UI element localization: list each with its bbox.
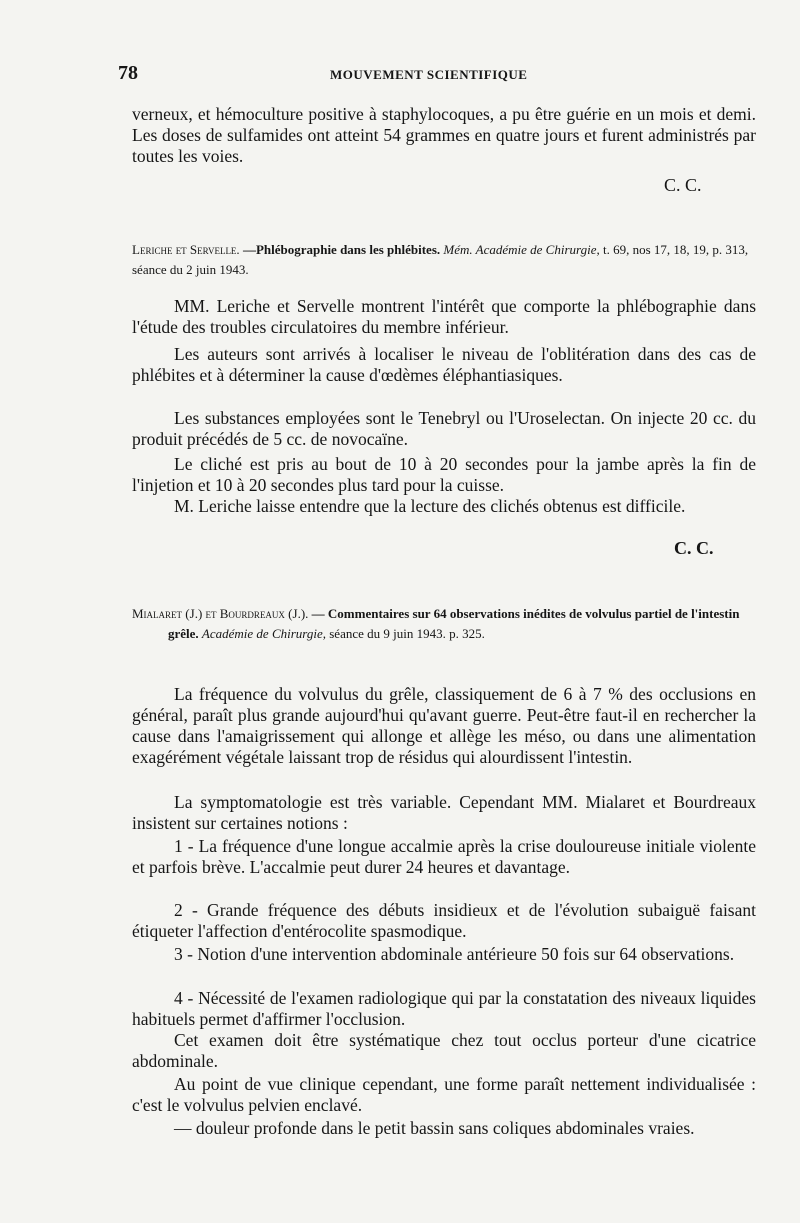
article-paragraph: M. Leriche laisse entendre que la lecture des clichés obtenus est difficile. — [174, 496, 686, 516]
article-paragraph: La fréquence du volvulus du grêle, classiquement de 6 à 7 % des occlusions en général, paraît plus grande aujourd'hui qu'avant guerre. Peut-être faut-il en rechercher la cause dans l'amaigrissement qui allonge et allège les méso, ou dans une alimentation exagérément végétale laissant trop de résidus qui alourdissent l'intestin. — [132, 684, 756, 767]
article-paragraph: Au point de vue clinique cependant, une forme paraît nettement individualisée : c'est le volvulus pelvien enclavé. — [132, 1074, 756, 1115]
article-reference — [132, 604, 762, 644]
article-authors: Leriche et Servelle. — [132, 242, 240, 257]
article-paragraph: Le cliché est pris au bout de 10 à 20 secondes pour la jambe après la fin de l'injetion et 10 à 20 secondes plus tard pour la cuisse. — [132, 454, 756, 495]
article-title: — Commentaires sur 64 observations inédites de volvulus partiel de l'intestin grêle. — [168, 606, 740, 641]
list-item: 2 - Grande fréquence des débuts insidieux et de l'évolution subaiguë faisant étiqueter l'affection d'entérocolite spasmodique. — [132, 900, 756, 941]
list-item: 1 - La fréquence d'une longue accalmie après la crise douloureuse initiale violente et parfois brève. L'accalmie peut durer 24 heures et davantage. — [132, 836, 756, 877]
article-journal: Académie de Chirurgie, — [201, 626, 326, 641]
article-title: —Phlébographie dans les phlébites. — [242, 242, 441, 257]
article-paragraph: Les substances employées sont le Tenebryl ou l'Uroselectan. On injecte 20 cc. du produit précédés de 5 cc. de novocaïne. — [132, 408, 756, 449]
article-paragraph: Cet examen doit être systématique chez tout occlus porteur d'une cicatrice abdominale. — [132, 1030, 756, 1071]
continuation-paragraph: verneux, et hémoculture positive à staphylocoques, a pu être guérie en un mois et demi. Les doses de sulfamides ont atteint 54 grammes en quatre jours et furent administrés par toutes les voies. — [132, 104, 756, 166]
article-details: séance du 9 juin 1943. — [329, 626, 446, 641]
signature: C. C. — [674, 538, 714, 558]
article-paragraph: Les auteurs sont arrivés à localiser le niveau de l'oblitération dans des cas de phlébites et à déterminer la cause d'œdèmes éléphantiasiques. — [132, 344, 756, 385]
article-authors: Mialaret (J.) et Bourdreaux (J.). — [132, 606, 309, 621]
article-reference — [132, 240, 762, 280]
list-item: 4 - Nécessité de l'examen radiologique qui par la constatation des niveaux liquides habituels permet d'affirmer l'occlusion. — [132, 988, 756, 1029]
running-title: MOUVEMENT SCIENTIFIQUE — [330, 67, 528, 82]
signature: C. C. — [664, 175, 702, 195]
article-paragraph: — douleur profonde dans le petit bassin sans coliques abdominales vraies. — [174, 1118, 695, 1138]
article-journal: Mém. Académie de Chirurgie, — [443, 242, 600, 257]
article-details: p. 325. — [449, 626, 485, 641]
page-header — [118, 62, 758, 86]
article-paragraph: MM. Leriche et Servelle montrent l'intérêt que comporte la phlébographie dans l'étude des troubles circulatoires du membre inférieur. — [132, 296, 756, 337]
article-details: t. 69, nos 17, 18, 19, p. 313, séance du 2 juin 1943. — [132, 242, 749, 277]
article-paragraph: La symptomatologie est très variable. Cependant MM. Mialaret et Bourdreaux insistent sur certaines notions : — [132, 792, 756, 833]
list-item: 3 - Notion d'une intervention abdominale antérieure 50 fois sur 64 observations. — [174, 944, 735, 964]
page-number: 78 — [118, 62, 138, 84]
